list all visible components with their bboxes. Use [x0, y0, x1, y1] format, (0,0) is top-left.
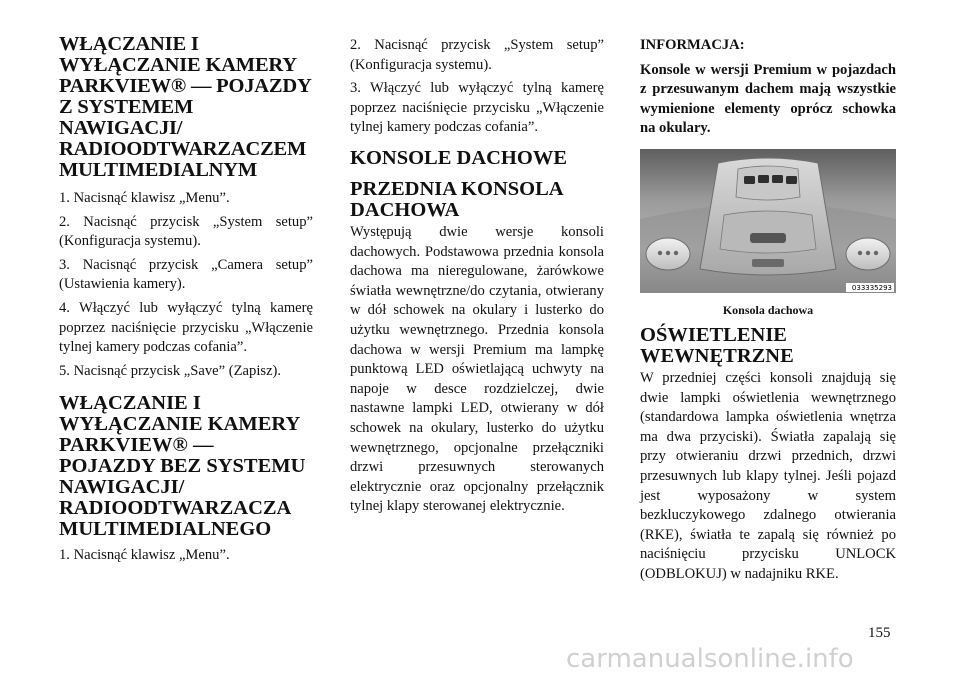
step-2-no-nav: 2. Nacisnąć przycisk „System setup” (Konfiguracja systemu). — [350, 37, 604, 73]
middle-column — [350, 36, 604, 521]
section-heading-without-navigation: WŁĄCZANIE I WYŁĄCZANIE KAMERY PARKVIEW® — POJAZDY BEZ SYSTEMU NAWIGACJI/ RADIOODTWARZACZA MULTIMEDIALNEGO — [59, 392, 306, 541]
step-3-no-nav: 3. Włączyć lub wyłączyć tylną kamerę poprzez naciśnięcie przycisku „Włączenie tylnej kamery podczas cofania”. — [350, 80, 604, 136]
figure-caption: Konsola dachowa — [722, 302, 814, 317]
front-overhead-console-heading: PRZEDNIA KONSOLA DACHOWA — [350, 177, 563, 221]
step-1-no-nav: 1. Nacisnąć klawisz „Menu”. — [59, 547, 230, 564]
front-overhead-console-body: Występują dwie wersje konsoli dachowych. Podstawowa przednia konsola dachowa ma nieregulowane, żarówkowe światła wewnętrzne/do czytania, otwierany w dół schowek na okulary i lusterko do użytku wewnętrznego. Przednia konsola dachowa w wersji Premium ma lampkę punktową LED oświetlającą uchwyty na napoje w desce rozdzielczej, dwie nastawne lampki LED, otwierany w dół schowek na okulary, lusterko do użytku wewnętrznego, opcjonalne przełączniki drzwi przesuwnych sterowanych elektrycznie oraz opcjonalny przełącznik tylnej klapy sterowanej elektrycznie. — [350, 223, 604, 515]
step-1: 1. Nacisnąć klawisz „Menu”. — [59, 190, 230, 206]
note-body: Konsole w wersji Premium w pojazdach z przesuwanym dachem mają wszystkie wymienione elementy oprócz schowka na okulary. — [640, 61, 896, 137]
overhead-consoles-heading: KONSOLE DACHOWE — [350, 146, 567, 169]
watermark: carmanualsonline.info — [566, 644, 854, 674]
left-column — [59, 34, 313, 570]
step-2: 2. Nacisnąć przycisk „System setup” (Konfiguracja systemu). — [59, 213, 313, 250]
figure-code: 033335293 — [851, 283, 892, 292]
step-3: 3. Nacisnąć przycisk „Camera setup” (Ustawienia kamery). — [59, 256, 313, 293]
note-title: INFORMACJA: — [640, 37, 745, 53]
interior-lights-body: W przedniej części konsoli znajdują się dwie lampki oświetlenia wewnętrznego (standardowa lampka oświetlenia wnętrza ma dwa przyciski). Światła zapalają się przy otwieraniu drzwi przednich, drzwi przesuwnych lub klapy tylnej. Jeśli pojazd jest wyposażony w system bezkluczykowego zdalnego otwierania (RKE), światła te zapalą się również po naciśnięciu przycisku UNLOCK (ODBLOKUJ) w nadajniku RKE. — [640, 369, 896, 582]
step-5: 5. Nacisnąć przycisk „Save” (Zapisz). — [59, 362, 282, 379]
steps-with-navigation — [59, 189, 313, 381]
overhead-console-photo — [640, 149, 896, 293]
step-4: 4. Włączyć lub wyłączyć tylną kamerę poprzez naciśnięcie przycisku „Włączenie tylnej kamery podczas cofania”. — [59, 299, 313, 356]
page-number: 155 — [868, 625, 891, 641]
interior-lights-heading: OŚWIETLENIE WEWNĘTRZNE — [640, 323, 794, 367]
right-column — [640, 36, 896, 589]
section-heading-with-navigation: WŁĄCZANIE I WYŁĄCZANIE KAMERY PARKVIEW® — POJAZDY Z SYSTEMEM NAWIGACJI/ RADIOODTWARZACZEM MULTIMEDIALNYM — [59, 33, 311, 181]
overhead-console-illustration — [640, 149, 896, 293]
